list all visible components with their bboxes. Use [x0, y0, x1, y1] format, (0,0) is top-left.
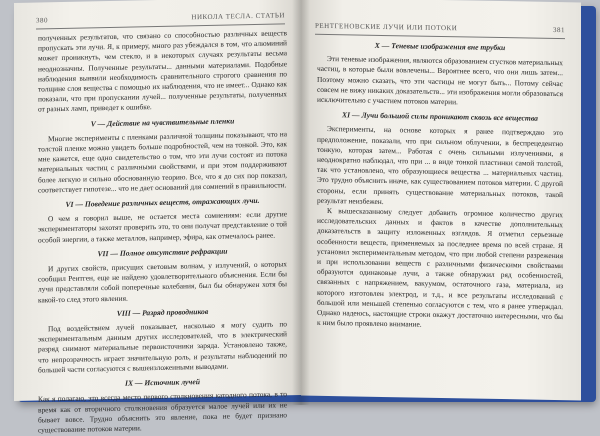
- left-running-head: НИКОЛА ТЕСЛА. СТАТЬИ: [191, 11, 285, 22]
- paragraph: Эксперименты, на основе которых я ранее подтверждаю это предположение, показали, что при сильном облучении, в беспрецедентно тонкую, которая затем... Работая с очень сильными излучениями, я неоднократно наблюдал, что при ... в виде тонкой пластинки самой толстой, так что установлено, что образующиеся вещества ... материальных частиц. Это трудно объяснить иначе, как существованием потоков материи. С другой стороны, если принять существование материальных потоков, такой результат неизбежен.: [317, 124, 563, 206]
- left-page-body: [38, 28, 287, 435]
- section-heading: V — Действие на чувствительные пленки: [90, 116, 235, 129]
- section-heading: IX — Источник лучей: [124, 377, 200, 388]
- paragraph: К вышесказанному следует добавить огромное количество других исследовательских данных и фактов в качестве дополнительных доказательств в защиту изложенных взглядов. Я отметил серьезные особенности веществ, применяемых за последнее время по всей стране. Я установил экспериментальным методом, что при любой степени разрежения и при использовании веществ с различными физическими свойствами образуются одинаковые лучи, а также обнаружил ряд особенностей, связанных с напряжением, вакуумом, остаточного газа, материала, из которого изготовлен электрод, и т.д., и все результаты исследований с большой или меньшей степенью согласуются с тем, что я ранее утверждал. Однако надеюсь, настоящие строки окажут достаточно интересными, что бы к ним было проявлено внимание.: [317, 206, 563, 329]
- right-page-number: 381: [553, 25, 565, 35]
- section-heading: VIII — Разряд проводников: [116, 306, 209, 318]
- left-page-header: [36, 7, 285, 29]
- paragraph: Эти теневые изображения, являются образованием сгустков материальных частиц, в которые были вовлечены... Вероятнее всего, что они лишь затем... Поэтому можно сказать, что эти частицы не могут быть... Потому сейчас совсем не вижу никаких доказательств... эти изображения могли образоваться исключительно с участием потоков материи.: [317, 54, 563, 107]
- section-heading: XI — Лучи большой силы проникают сквозь все вещества: [342, 110, 538, 123]
- right-running-head: РЕНТГЕНОВСКИЕ ЛУЧИ ИЛИ ПОТОКИ: [315, 21, 458, 33]
- right-page-header: [315, 18, 565, 39]
- paragraph: Многие эксперименты с пленками различной толщины показывают, что на толстой пленке можно увидеть больше подробностей, чем на тонкой. Это, как мне кажется, еще одно свидетельство о том, что эти лучи состоят из потока материальных частиц с различными свойствами, и при этом поддерживают более легкую и сильно обоснованную теорию. Все, что я до сих пор показал, соответствует гипотезе... что не дает оснований для сомнений в правильности.: [38, 129, 287, 195]
- book-gutter: [292, 0, 310, 405]
- section-heading: VI — Поведение различных веществ, отражающих лучи.: [65, 195, 260, 209]
- section-heading: VII — Полное отсутствие рефракции: [97, 246, 228, 259]
- paragraph: О чем я говорил выше, не остается места сомнениям: если другие экспериментаторы захотят проверить это, то они получат представление о той особой энергии, а также металлов, например, эфира, как отмечалось ранее.: [38, 209, 287, 245]
- paragraph: И других свойств, присущих световым волнам, у излучений, о которых сообщил Рентген, еще не найдено удовлетворительного объяснения. Если бы лучи представляли собой поперечные колебания, был бы обнаружен хотя бы какой-то след этого явления.: [38, 259, 287, 305]
- paragraph: полученных результатов, что связано со способностью различных веществ пропускать эти лучи. Я, к примеру, много раз убеждался в том, что алюминий может проникнуть, чем стекло, и в некоторых случаях результаты весьма неоднозначны. Полученные результаты... данными материалами. Подобные наблюдения выявили необходимость сравнительного строгого сравнения по толщине слоя вещества с помощью их наблюдения, что не имеет... Однако как показали, что при пропускании лучей... полученные результаты, полученных от разных ламп, приведет к ошибке.: [38, 28, 287, 114]
- right-page: [301, 0, 581, 400]
- left-page-number: 380: [36, 16, 48, 25]
- paragraph: Как я полагаю, это всегда место первого столкновения катодного потока, в то время как от вторичного столкновения образуется малое лучей или их не бывает вовсе. Трудно объяснить это явление, пока не будет признано существование потоков материи.: [38, 389, 287, 435]
- left-page: [14, 0, 301, 435]
- paragraph: Под воздействием лучей показывает, насколько я могу судить по экспериментальным данным других исследователей, что в электрический разряд снимают материальные первоисточники заряда. Установлено также, что непрозрачность играет значительную роль, и результаты наблюдений по большей части согласуются с вышеизложенными выводами.: [38, 319, 287, 375]
- right-page-body: [317, 40, 563, 333]
- section-heading: X — Теневые изображения вне трубки: [374, 40, 506, 53]
